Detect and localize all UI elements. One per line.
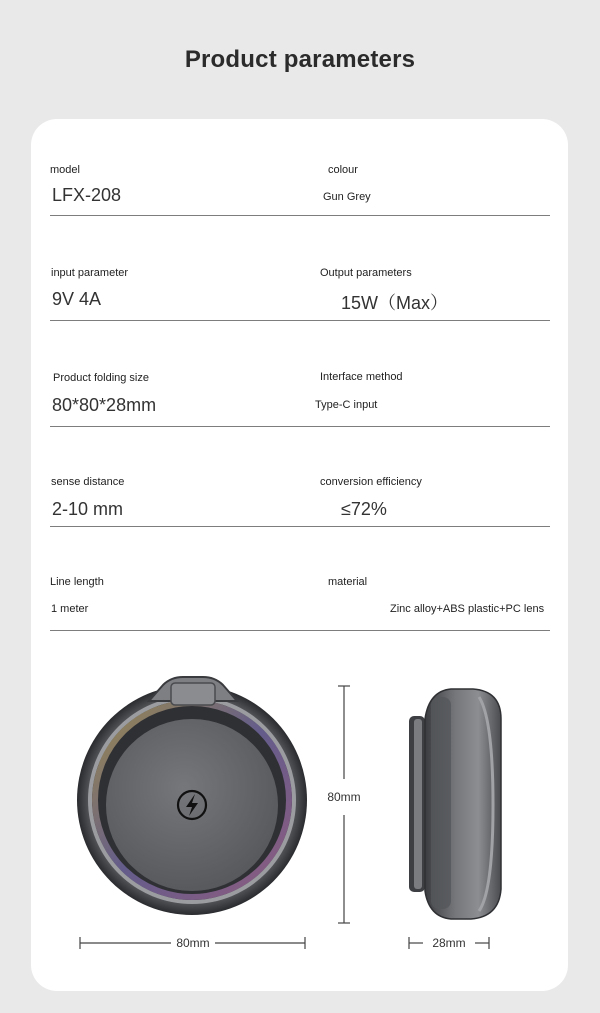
output-parameters-value: 15W（Max） xyxy=(341,293,449,313)
parameters-card xyxy=(31,119,568,991)
device-front-view xyxy=(77,677,307,915)
input-parameter-label: input parameter xyxy=(51,267,129,279)
folding-size-value: 80*80*28mm xyxy=(52,395,157,415)
material-label: material xyxy=(328,576,368,588)
line-length-label: Line length xyxy=(50,576,104,588)
input-parameter-value: 9V 4A xyxy=(52,289,102,309)
colour-label: colour xyxy=(328,164,358,176)
conversion-efficiency-label: conversion efficiency xyxy=(320,476,422,488)
line-length-value: 1 meter xyxy=(51,603,89,615)
sense-distance-label: sense distance xyxy=(51,476,125,488)
depth-dimension-label: 28mm xyxy=(432,936,466,950)
sense-distance-value: 2-10 mm xyxy=(52,499,124,519)
material-value: Zinc alloy+ABS plastic+PC lens xyxy=(390,603,545,615)
folding-size-label: Product folding size xyxy=(53,372,149,384)
model-label: model xyxy=(50,164,80,176)
width-dimension-label: 80mm xyxy=(176,936,210,950)
height-dimension-label: 80mm xyxy=(327,790,361,804)
colour-value: Gun Grey xyxy=(323,191,371,203)
interface-method-value: Type-C input xyxy=(315,399,378,411)
page-title: Product parameters xyxy=(184,46,416,73)
interface-method-label: Interface method xyxy=(320,371,403,383)
output-parameters-label: Output parameters xyxy=(320,267,412,279)
model-value: LFX-208 xyxy=(52,185,122,205)
conversion-efficiency-value: ≤72% xyxy=(341,499,387,519)
product-illustration xyxy=(31,119,568,991)
device-side-view xyxy=(409,689,501,919)
